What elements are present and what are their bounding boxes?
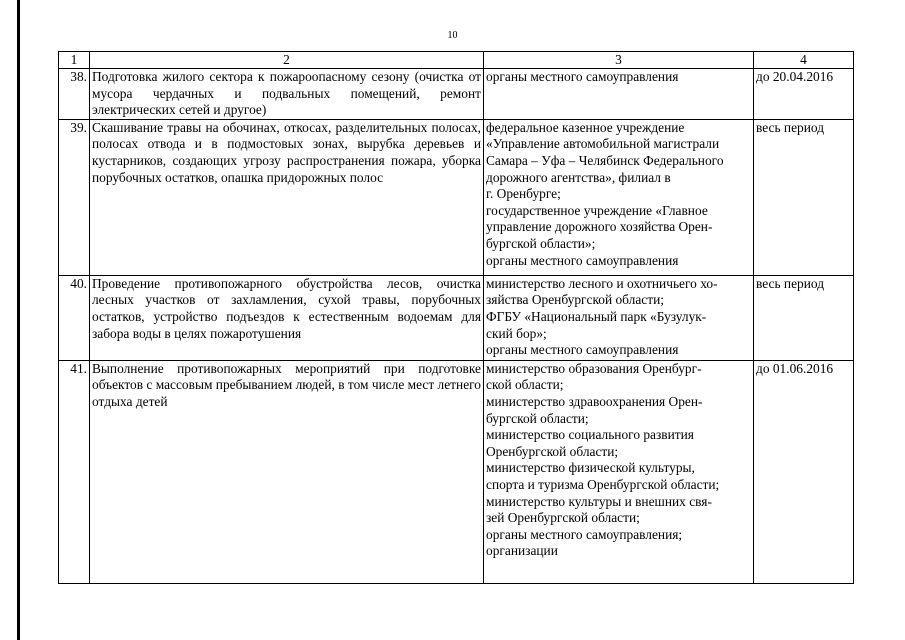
activity-cell xyxy=(90,360,484,583)
responsible-line: министерство образования Оренбург- xyxy=(486,360,702,376)
responsible-line: Самара – Уфа – Челябинск Федерального xyxy=(486,152,724,168)
responsible-line: министерство культуры и внешних свя- xyxy=(486,493,712,509)
deadline-cell: весь период xyxy=(754,275,854,360)
responsible-line: министерство социального развития xyxy=(486,427,694,443)
row-number: 41. xyxy=(59,360,90,583)
activity-cell xyxy=(90,69,484,120)
row-number: 40. xyxy=(59,275,90,360)
responsible-line: управление дорожного хозяйства Орен- xyxy=(486,219,713,235)
responsible-line: ский бор»; xyxy=(486,325,547,341)
responsible-line: «Управление автомобильной магистрали xyxy=(486,136,720,152)
responsible-line: Оренбургской области; xyxy=(486,443,619,459)
responsible-line: организации xyxy=(486,543,558,559)
responsible-line: министерство физической культуры, xyxy=(486,460,695,476)
responsible-line: бургской области; xyxy=(486,410,589,426)
responsible-line: министерство здравоохранения Орен- xyxy=(486,393,703,409)
responsible-cell xyxy=(484,69,754,120)
table-row xyxy=(59,275,854,360)
activity-text: Проведение противопожарного обустройства лесов, очистка лесных участков от захламления, сухой травы, порубочных остатков, устройство подъездов к естественным водоемам для забора воды в целях пожаротушения xyxy=(92,275,481,341)
table-header-row xyxy=(59,52,854,69)
responsible-cell xyxy=(484,275,754,360)
deadline-cell: весь период xyxy=(754,119,854,275)
responsible-line: федеральное казенное учреждение xyxy=(486,119,685,135)
page-number: 10 xyxy=(447,30,458,41)
deadline-cell: до 20.04.2016 xyxy=(754,69,854,120)
responsible-line: дорожного агентства», филиал в xyxy=(486,169,671,185)
table-row xyxy=(59,69,854,120)
column-header-3: 3 xyxy=(484,52,754,69)
responsible-cell xyxy=(484,360,754,583)
responsible-line: зяйства Оренбургской области; xyxy=(486,292,664,308)
activity-text: Выполнение противопожарных мероприятий при подготовке объектов с массовым пребыванием людей, в том числе мест летнего отдыха детей xyxy=(92,360,481,409)
responsible-line: министерство лесного и охотничьего хо- xyxy=(486,275,718,291)
responsible-line: ской области; xyxy=(486,377,564,393)
responsible-line: государственное учреждение «Главное xyxy=(486,202,708,218)
activity-text: Скашивание травы на обочинах, откосах, разделительных полосах, полосах отвода и в подмостовых зонах, вырубка деревьев и кустарников, создающих угрозу распространения пожара, уборка порубочных остатков, опашка придорожных полос xyxy=(92,119,481,185)
responsible-line: спорта и туризма Оренбургской области; xyxy=(486,476,720,492)
activity-cell xyxy=(90,275,484,360)
column-header-4: 4 xyxy=(754,52,854,69)
column-header-1: 1 xyxy=(59,52,90,69)
activity-text: Подготовка жилого сектора к пожароопасному сезону (очистка от мусора чердачных и подвальных помещений, ремонт электрических сетей и другое) xyxy=(92,69,481,118)
responsible-line: ФГБУ «Национальный парк «Бузулук- xyxy=(486,308,707,324)
measures-table xyxy=(58,51,854,584)
scan-edge-line xyxy=(17,0,20,640)
responsible-cell xyxy=(484,119,754,275)
responsible-line: органы местного самоуправления; xyxy=(486,526,683,542)
responsible-line: г. Оренбурге; xyxy=(486,186,561,202)
responsible-line: бургской области»; xyxy=(486,235,596,251)
column-header-2: 2 xyxy=(90,52,484,69)
responsible-line: органы местного самоуправления xyxy=(486,252,679,268)
row-number: 39. xyxy=(59,119,90,275)
deadline-cell: до 01.06.2016 xyxy=(754,360,854,583)
row-number: 38. xyxy=(59,69,90,120)
activity-cell xyxy=(90,119,484,275)
table-row xyxy=(59,360,854,583)
responsible-line: зей Оренбургской области; xyxy=(486,510,640,526)
responsible-line: органы местного самоуправления xyxy=(486,69,679,84)
table-row xyxy=(59,119,854,275)
responsible-line: органы местного самоуправления xyxy=(486,342,679,358)
